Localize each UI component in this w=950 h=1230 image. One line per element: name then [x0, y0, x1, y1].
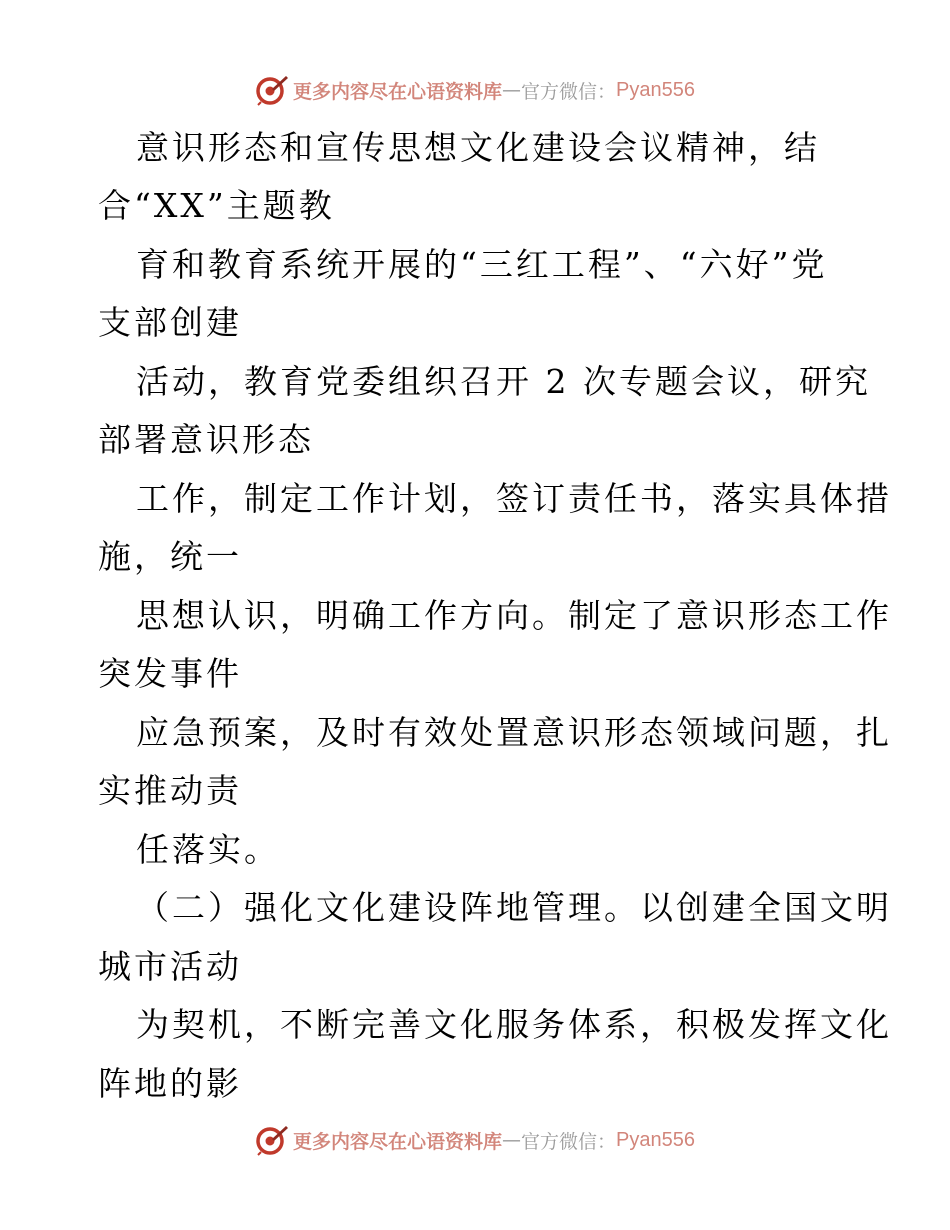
body-line: 突发事件 [98, 654, 242, 693]
body-line: 施，统一 [98, 537, 242, 576]
header-wechat-label: 官方微信： [521, 80, 617, 103]
footer-wechat-id: Pyan556 [616, 1128, 695, 1151]
body-line: 合“XX”主题教 [98, 186, 335, 225]
pen-circle-logo-icon [255, 73, 289, 107]
body-line: 为契机，不断完善文化服务体系，积极发挥文化 [136, 1005, 892, 1044]
footer-separator: — [502, 1129, 522, 1151]
footer-banner [0, 1120, 950, 1160]
pen-circle-logo-icon [255, 1123, 289, 1157]
body-line: 实推动责 [98, 771, 242, 810]
body-line: 部署意识形态 [98, 420, 314, 459]
header-banner [0, 70, 950, 110]
body-line: 任落实。 [136, 830, 280, 869]
header-brand-text: 更多内容尽在心语资料库 [293, 80, 503, 103]
body-line: 城市活动 [98, 947, 242, 986]
header-separator: — [502, 79, 522, 101]
footer-brand-text: 更多内容尽在心语资料库 [293, 1130, 503, 1153]
header-wechat-id: Pyan556 [616, 78, 695, 101]
body-line: 支部创建 [98, 303, 242, 342]
body-line: 阵地的影 [98, 1064, 242, 1103]
body-line: 工作，制定工作计划，签订责任书，落实具体措 [136, 479, 892, 518]
footer-wechat-label: 官方微信： [521, 1130, 617, 1153]
body-line: 思想认识，明确工作方向。制定了意识形态工作 [136, 596, 892, 635]
body-line: （二）强化文化建设阵地管理。以创建全国文明 [136, 888, 892, 927]
body-line: 育和教育系统开展的“三红工程”、“六好”党 [136, 245, 828, 284]
body-line: 应急预案，及时有效处置意识形态领域问题，扎 [136, 713, 892, 752]
body-line: 意识形态和宣传思想文化建设会议精神，结 [136, 128, 820, 167]
body-line: 活动，教育党委组织召开 2 次专题会议，研究 [136, 362, 871, 401]
